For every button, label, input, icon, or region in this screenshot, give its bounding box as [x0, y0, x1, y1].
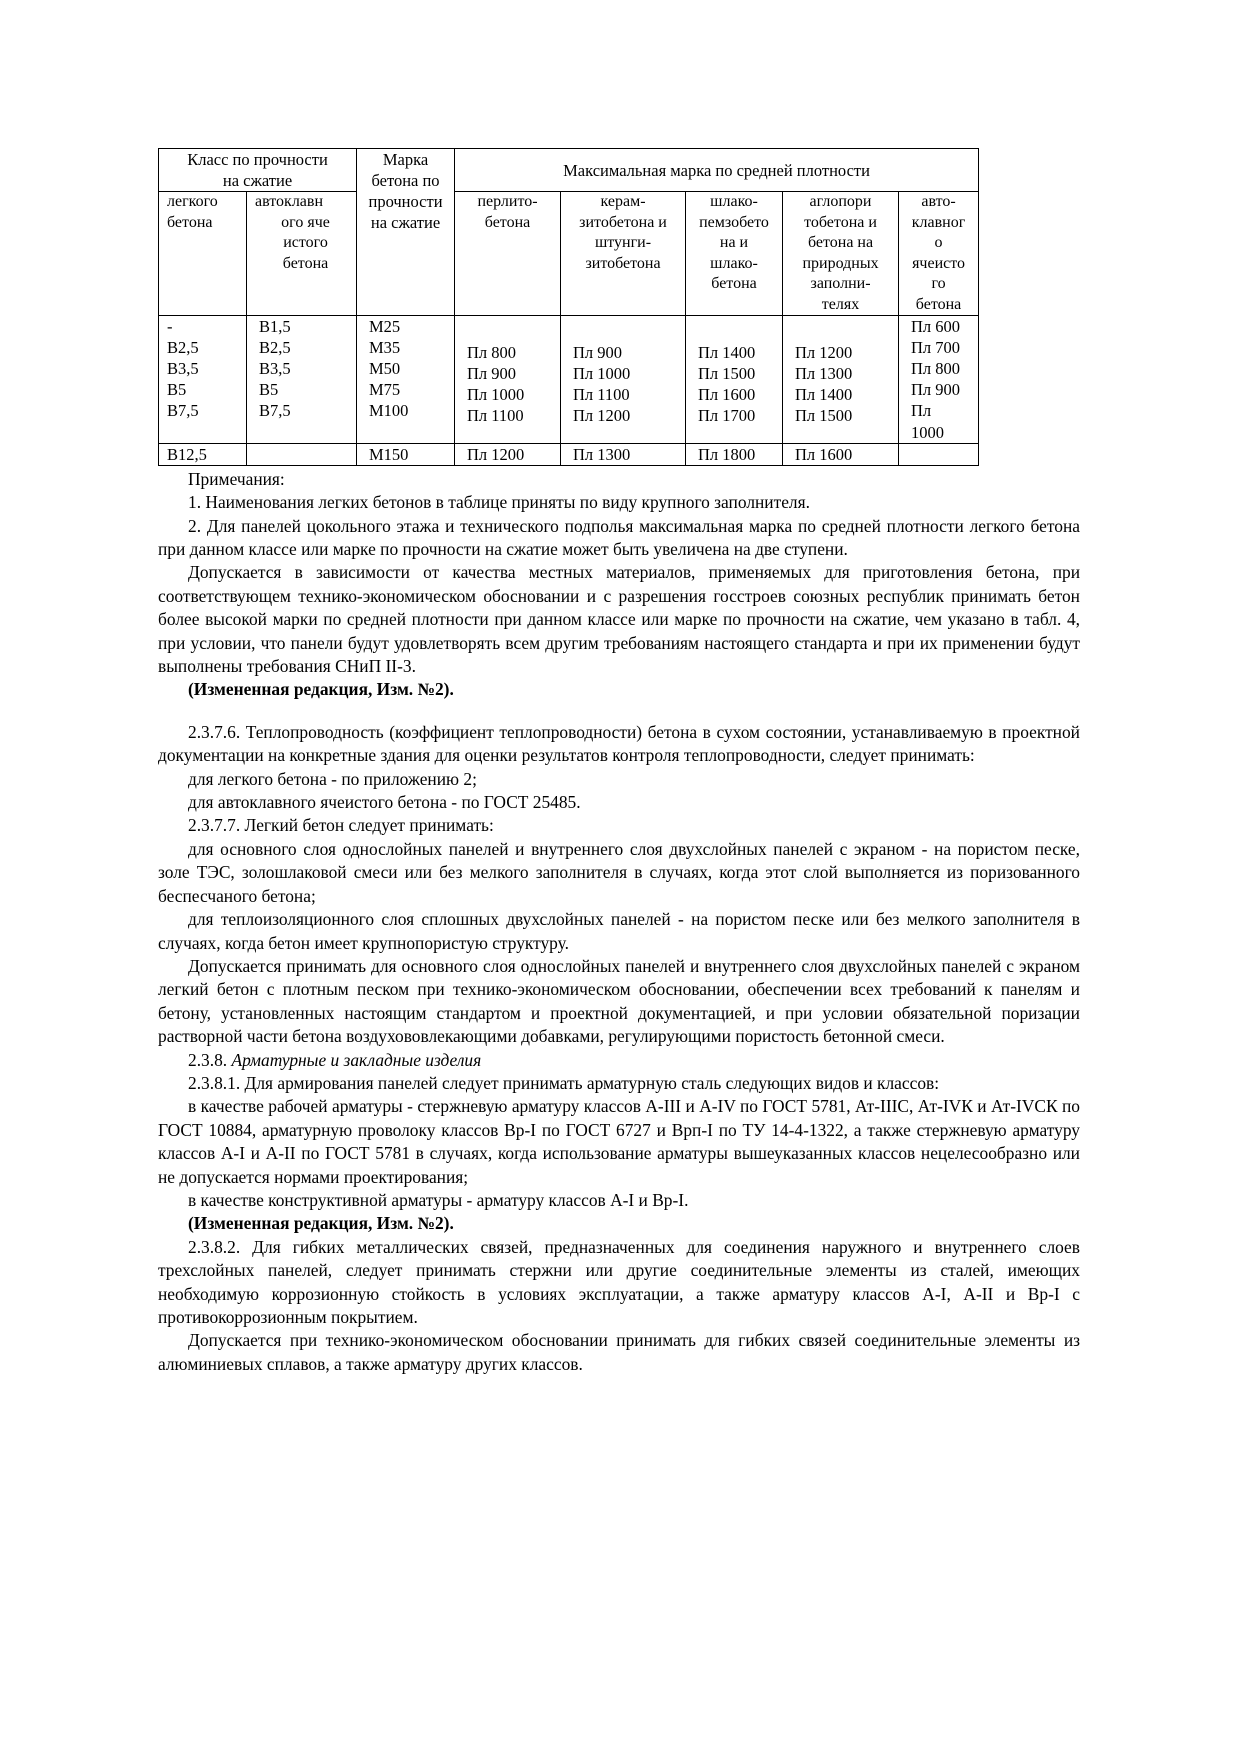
header-class-strength-line2: на сжатие	[222, 171, 293, 191]
header-sub-light-concrete: легкого бетона	[159, 192, 247, 316]
header-grade-line2: бетона по	[371, 171, 440, 191]
section-2-3-7-6-item-a: для легкого бетона - по приложению 2;	[188, 768, 477, 789]
cell-claydite-density-last: Пл 1300	[561, 443, 686, 465]
section-2-3-8-1: 2.3.8.1. Для армирования панелей следует принимать арматурную сталь следующих видов и классов:	[188, 1072, 940, 1093]
table-data-row-block1	[159, 316, 979, 444]
section-2-3-7-7: 2.3.7.7. Легкий бетон следует принимать:	[188, 815, 494, 836]
table-header-row-groups	[159, 149, 979, 192]
header-sub-autoclave-aerated-concrete: авто- клавног о ячеисто го бетона	[899, 192, 979, 316]
section-2-3-8-2: 2.3.8.2. Для гибких металлических связей, предназначенных для соединения наружного и внутреннего слоев трехслойных панелей, следует принимать стержни или другие соединительные элементы из сталей, имеющих необходимую коррозионную стойкость в условиях эксплуатации, а также арматуру классов А-I, А-II и Вр-I с противокоррозионным покрытием.	[158, 1236, 1080, 1328]
header-class-strength-line1: Класс по прочности	[187, 150, 328, 169]
cell-agloporite-density: Пл 1200 Пл 1300 Пл 1400 Пл 1500	[783, 316, 899, 444]
header-class-strength	[159, 149, 357, 192]
cell-perlite-density: Пл 800 Пл 900 Пл 1000 Пл 1100	[455, 316, 561, 444]
header-grade-strength	[357, 149, 455, 316]
header-grade-line4: на сжатие	[370, 213, 441, 233]
header-sub-autoclave-cell-concrete: автоклавн ого яче истого бетона	[247, 192, 357, 316]
section-2-3-7-7-item-a: для основного слоя однослойных панелей и внутреннего слоя двухслойных панелей с экраном - на пористом песке, золе ТЭС, золошлаковой смеси или без мелкого заполнителя в случаях, когда этот слой выполняется из поризованного беспесчаного бетона;	[158, 838, 1080, 906]
cell-slag-density-last: Пл 1800	[686, 443, 783, 465]
section-2-3-7-7-item-b: для теплоизоляционного слоя сплошных двухслойных панелей - на пористом песке или без мелкого заполнителя в случаях, когда бетон имеет крупнопористую структуру.	[158, 909, 1080, 953]
cell-aerated-density: Пл 600 Пл 700 Пл 800 Пл 900 Пл 1000	[899, 316, 979, 444]
notes-title: Примечания:	[188, 468, 285, 489]
cell-grade-last: М150	[357, 443, 455, 465]
section-2-3-7-6-item-b: для автоклавного ячеистого бетона - по ГОСТ 25485.	[188, 792, 581, 813]
section-2-3-8-1-item-a: в качестве рабочей арматуры - стержневую арматуру классов А-III и А-IV по ГОСТ 5781, Ат-IIIС, Ат-IVК и Ат-IVСК по ГОСТ 10884, арматурную проволоку классов Вр-I по ГОСТ 6727 и Врп-I по ТУ 14-4-1322, а также стержневую арматуру классов А-I и А-II по ГОСТ 5781 в случаях, когда использование арматуры вышеуказанных классов нецелесообразно или не допускается нормами проектирования;	[158, 1096, 1080, 1187]
revision-note-2: (Измененная редакция, Изм. №2).	[188, 1213, 454, 1234]
section-2-3-7-7-item-c: Допускается принимать для основного слоя однослойных панелей и внутреннего слоя двухслойных панелей с экраном легкий бетон с плотным песком при технико-экономическом обосновании, обеспечении всех требований к панелям и бетону, установленных настоящим стандартом и проектной документацией, и при условии обязательной поризации растворной части бетона воздухововлекающими добавками, регулирующими пористость бетонной смеси.	[158, 955, 1080, 1047]
header-grade-line1: Марка	[382, 150, 429, 169]
section-2-3-7-6: 2.3.7.6. Теплопроводность (коэффициент теплопроводности) бетона в сухом состоянии, устанавливаемую в проектной документации на конкретные здания для оценки результатов контроля теплопроводности, следует принимать:	[158, 721, 1080, 766]
cell-claydite-density: Пл 900 Пл 1000 Пл 1100 Пл 1200	[561, 316, 686, 444]
table-data-row-block2	[159, 443, 979, 465]
section-2-3-8-heading	[158, 1049, 1080, 1072]
note-1: 1. Наименования легких бетонов в таблице приняты по виду крупного заполнителя.	[188, 492, 810, 513]
cell-slag-density: Пл 1400 Пл 1500 Пл 1600 Пл 1700	[686, 316, 783, 444]
header-grade-line3: прочности	[368, 192, 443, 212]
concrete-grade-table	[158, 148, 979, 466]
table-header-row-sub	[159, 192, 979, 316]
revision-note-1: (Измененная редакция, Изм. №2).	[188, 679, 454, 700]
header-sub-agloporite-concrete: аглопори тобетона и бетона на природных заполни- телях	[783, 192, 899, 316]
cell-aerated-density-last	[899, 443, 979, 465]
cell-light-concrete-class-last: В12,5	[159, 443, 247, 465]
cell-light-concrete-classes: - В2,5 В3,5 В5 В7,5	[159, 316, 247, 444]
header-max-density-label: Максимальная марка по средней плотности	[563, 160, 870, 180]
cell-perlite-density-last: Пл 1200	[455, 443, 561, 465]
header-max-density	[455, 149, 979, 192]
cell-grades: М25 М35 М50 М75 М100	[357, 316, 455, 444]
document-body	[158, 468, 1080, 1376]
cell-autoclave-classes: В1,5 В2,5 В3,5 В5 В7,5	[247, 316, 357, 444]
note-2: 2. Для панелей цокольного этажа и технического подполья максимальная марка по средней плотности легкого бетона при данном классе или марке по прочности на сжатие может быть увеличена на две ступени.	[158, 515, 1080, 560]
section-2-3-8-number: 2.3.8.	[188, 1049, 232, 1070]
header-sub-slag-pumice-concrete: шлако- пемзобето на и шлако- бетона	[686, 192, 783, 316]
header-sub-claydite-concrete: керам- зитобетона и штунги- зитобетона	[561, 192, 686, 316]
header-sub-perlite-concrete: перлито- бетона	[455, 192, 561, 316]
section-2-3-8-1-item-b: в качестве конструктивной арматуры - арматуру классов А-I и Вр-I.	[188, 1189, 689, 1210]
section-2-3-8-2-item-a: Допускается при технико-экономическом обосновании принимать для гибких связей соединительные элементы из алюминиевых сплавов, а также арматуру других классов.	[158, 1330, 1080, 1374]
cell-agloporite-density-last: Пл 1600	[783, 443, 899, 465]
section-2-3-8-title: Арматурные и закладные изделия	[231, 1049, 482, 1070]
cell-autoclave-class-last	[247, 443, 357, 465]
note-3: Допускается в зависимости от качества местных материалов, применяемых для приготовления бетона, при соответствующем технико-экономическом обосновании и с разрешения госстроев союзных республик принимать бетон более высокой марки по средней плотности при данном классе или марке по прочности на сжатие, чем указано в табл. 4, при условии, что панели будут удовлетворять всем другим требованиям настоящего стандарта и при их применении будут выполнены требования СНиП II-3.	[158, 562, 1080, 677]
